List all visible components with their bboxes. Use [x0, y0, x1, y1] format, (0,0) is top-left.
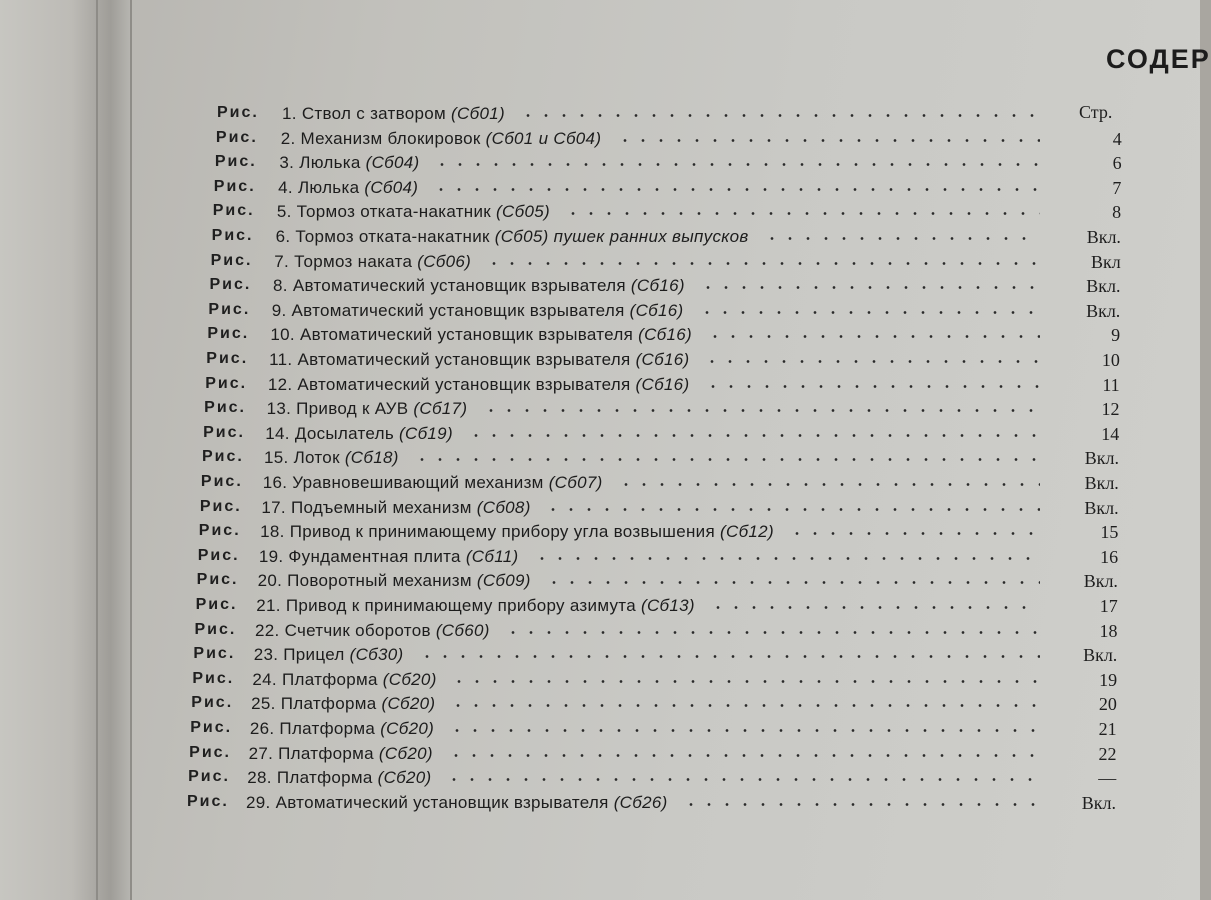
figure-entry-text [270, 325, 692, 345]
figure-number: 26. [249, 719, 275, 738]
page-number: 4 [1112, 128, 1122, 149]
figure-prefix: Рис. [191, 694, 234, 712]
dot-leader [698, 311, 1040, 314]
assembly-code: (Сб16) [629, 300, 684, 320]
figure-entry-text [256, 596, 695, 616]
figure-number: 27. [248, 743, 274, 763]
page-number: 16 [1100, 546, 1119, 567]
assembly-code: (Сб16) [638, 325, 692, 345]
assembly-code: (Сб16) [635, 374, 690, 394]
dot-leader [564, 212, 1040, 215]
figure-number: 10. [270, 325, 295, 345]
figure-prefix: Рис. [202, 448, 244, 466]
figure-prefix: Рис. [215, 128, 258, 146]
toc-entry [0, 744, 1200, 768]
figure-title: Платформа [276, 768, 373, 788]
assembly-code: (Сб17) [413, 399, 468, 419]
figure-entry-text [264, 448, 399, 468]
page-number: Вкл. [1084, 473, 1119, 493]
dot-leader [519, 114, 1040, 117]
figure-prefix: Рис. [187, 792, 229, 810]
assembly-code: (Сб07) [548, 473, 603, 492]
toc-entry [0, 129, 1200, 153]
dot-leader [467, 434, 1040, 437]
figure-prefix: Рис. [200, 473, 243, 490]
figure-title: Платформа [280, 694, 377, 714]
assembly-code: (Сб20) [382, 669, 437, 689]
dot-leader [485, 262, 1040, 265]
assembly-code: (Сб09) [476, 571, 531, 591]
figure-number: 2. [280, 128, 296, 148]
toc-entry [0, 104, 1200, 128]
figure-number: 11. [269, 350, 293, 369]
figure-prefix: Рис. [194, 620, 237, 638]
dot-leader [703, 360, 1040, 363]
toc-entry [0, 645, 1200, 669]
figure-number: 1. [282, 104, 297, 123]
toc-entry [0, 473, 1200, 497]
figure-prefix: Рис. [206, 350, 249, 367]
dot-leader [418, 655, 1040, 658]
assembly-code: (Сб16) [630, 276, 685, 296]
assembly-code: (Сб08) [476, 497, 531, 517]
figure-prefix: Рис. [209, 276, 252, 294]
figure-title: Механизм блокировок [300, 128, 481, 148]
figure-prefix: Рис. [211, 227, 254, 244]
figure-number: 8. [273, 276, 288, 296]
figure-entry-text [263, 473, 603, 493]
dot-leader [450, 680, 1040, 683]
toc-entry [0, 793, 1200, 817]
page-number: Вкл [1090, 251, 1121, 272]
figure-prefix: Рис. [189, 743, 231, 761]
assembly-code: (Сб05) [496, 202, 550, 222]
figure-entry-text [260, 522, 774, 542]
dot-leader [445, 778, 1040, 781]
figure-number: 25. [251, 694, 276, 714]
toc-entry [0, 178, 1200, 202]
figure-prefix: Рис. [210, 251, 253, 269]
figure-title: Привод к принимающему прибору угла возвышения [289, 522, 715, 542]
dot-leader [448, 729, 1040, 732]
figure-entry-text [252, 670, 436, 690]
figure-prefix: Рис. [199, 497, 242, 515]
toc-entry [0, 571, 1200, 595]
dot-leader [545, 581, 1040, 584]
figure-prefix: Рис. [212, 202, 255, 220]
assembly-code: (Сб19) [399, 423, 453, 443]
figure-title: Лоток [293, 448, 340, 468]
figure-title: Автоматический установщик взрывателя [297, 350, 631, 369]
figure-prefix: Рис. [214, 153, 257, 171]
toc-entry [0, 350, 1200, 374]
figure-number: 24. [252, 669, 277, 689]
figure-entry-text [265, 424, 453, 444]
figure-prefix: Рис. [205, 374, 248, 392]
page-number: 6 [1112, 153, 1122, 174]
assembly-code: (Сб06) [417, 251, 472, 271]
figure-prefix: Рис. [196, 571, 239, 589]
assembly-code: (Сб05) пушек ранних выпусков [494, 227, 749, 246]
dot-leader [544, 508, 1040, 511]
figure-entry-text [251, 694, 435, 714]
figure-title: Платформа [282, 669, 378, 689]
figure-number: 14. [265, 423, 290, 443]
figure-entry-text [279, 153, 419, 173]
figure-entry-text [259, 547, 519, 567]
page-number: 10 [1101, 350, 1120, 370]
figure-title: Автоматический установщик взрывателя [291, 300, 625, 320]
assembly-code: (Сб26) [613, 792, 668, 812]
figure-title: Люлька [299, 153, 361, 173]
toc-entry [0, 670, 1200, 694]
toc-entry [0, 375, 1200, 399]
toc-entry [0, 325, 1200, 349]
assembly-code: (Сб20) [381, 694, 436, 714]
page-number: Вкл. [1084, 497, 1119, 518]
figure-prefix: Рис. [195, 596, 238, 613]
figure-prefix: Рис. [188, 768, 230, 786]
figure-prefix: Рис. [204, 399, 246, 417]
toc-entry [0, 153, 1200, 177]
dot-leader [433, 163, 1040, 166]
dot-leader [447, 754, 1040, 757]
figure-prefix: Рис. [203, 423, 245, 441]
figure-entry-text [247, 768, 431, 788]
figure-entry-text [254, 645, 404, 665]
figure-number: 15. [264, 448, 289, 468]
assembly-code: (Сб18) [344, 448, 399, 468]
figure-number: 6. [275, 227, 291, 246]
figure-number: 16. [262, 473, 288, 492]
figure-prefix: Рис. [197, 546, 240, 564]
figure-entry-text [274, 252, 471, 272]
page-number: — [1098, 768, 1117, 789]
figure-title: Тормоз отката-накатник [295, 227, 490, 246]
toc-entry [0, 202, 1200, 226]
dot-leader [504, 631, 1040, 634]
dot-leader [617, 483, 1040, 486]
toc-entry [0, 522, 1200, 546]
figure-prefix: Рис. [190, 719, 233, 736]
page-number: 12 [1101, 399, 1120, 420]
figure-number: 17. [261, 497, 286, 517]
dot-leader [449, 704, 1040, 707]
figure-title: Автоматический установщик взрывателя [292, 276, 626, 296]
figure-title: Подъемный механизм [291, 497, 472, 517]
assembly-code: (Сб11) [465, 546, 519, 566]
figure-title: Платформа [278, 743, 374, 763]
toc-entry [0, 621, 1200, 645]
page-number: 15 [1100, 522, 1119, 543]
assembly-code: (Сб20) [377, 768, 432, 788]
figure-prefix: Рис. [207, 325, 250, 343]
figure-entry-text [249, 744, 433, 764]
toc-entry [0, 498, 1200, 522]
figure-entry-text [281, 129, 602, 149]
figure-title: Досылатель [294, 423, 394, 443]
dot-leader [533, 557, 1040, 560]
figure-number: 12. [267, 374, 293, 394]
page-number: Вкл. [1086, 276, 1121, 297]
page-number: 17 [1099, 596, 1118, 616]
dot-leader [704, 385, 1040, 388]
assembly-code: (Сб20) [380, 719, 435, 738]
figure-number: 23. [253, 645, 279, 665]
figure-entry-text [258, 571, 531, 591]
assembly-code: (Сб01 и Сб04) [485, 128, 602, 148]
assembly-code: (Сб12) [720, 522, 774, 542]
figure-title: Прицел [283, 645, 345, 665]
toc-entry [0, 252, 1200, 276]
figure-number: 28. [247, 768, 272, 788]
page-number: 11 [1102, 374, 1120, 395]
figure-title: Автоматический установщик взрывателя [300, 325, 634, 345]
figure-title: Поворотный механизм [287, 571, 472, 591]
dot-leader [482, 409, 1040, 412]
figure-prefix: Рис. [217, 104, 259, 121]
figure-entry-text [278, 178, 418, 198]
figure-prefix: Рис. [213, 177, 256, 195]
toc-entry [0, 424, 1200, 448]
page-number: 21 [1098, 719, 1117, 739]
toc-entry [0, 276, 1200, 300]
page-number: 14 [1101, 423, 1120, 444]
figure-number: 5. [276, 202, 292, 222]
figure-title: Фундаментная плита [288, 546, 461, 566]
page-number: 18 [1099, 620, 1118, 641]
page-number: 8 [1112, 202, 1122, 223]
figure-title: Тормоз отката-накатник [296, 202, 492, 222]
figure-entry-text [268, 375, 690, 395]
dot-leader [413, 458, 1040, 461]
dot-leader [699, 286, 1040, 289]
figure-title: Автоматический установщик взрывателя [275, 792, 609, 812]
figure-entry-text [261, 498, 530, 518]
figure-number: 4. [278, 177, 293, 197]
figure-title: Уравновешивающий механизм [292, 473, 544, 492]
figure-title: Привод к АУВ [296, 399, 409, 419]
assembly-code: (Сб01) [451, 104, 505, 123]
toc-entry [0, 227, 1200, 251]
assembly-code: (Сб20) [378, 743, 433, 763]
page-number: 22 [1098, 743, 1117, 764]
figure-entry-text [255, 621, 490, 641]
assembly-code: (Сб04) [365, 153, 420, 173]
figure-prefix: Рис. [192, 669, 235, 687]
figure-entry-text [277, 202, 550, 222]
page-number: Вкл. [1084, 448, 1119, 469]
assembly-code: (Сб60) [435, 620, 490, 640]
toc-entry [0, 448, 1200, 472]
figure-number: 13. [266, 399, 292, 419]
figure-prefix: Рис. [208, 300, 251, 318]
figure-number: 21. [256, 596, 281, 615]
assembly-code: (Сб30) [349, 645, 404, 665]
toc-entry [0, 694, 1200, 718]
dot-leader [432, 188, 1040, 191]
toc-entry [0, 547, 1200, 571]
page-number: 9 [1111, 325, 1121, 346]
figure-number: 7. [274, 251, 290, 271]
figure-number: 18. [260, 522, 285, 542]
page-number: Вкл. [1081, 792, 1116, 813]
assembly-code: (Сб13) [641, 596, 695, 615]
assembly-code: (Сб04) [364, 177, 419, 197]
figure-title: Счетчик оборотов [284, 620, 431, 640]
toc-entry [0, 301, 1200, 325]
figure-number: 22. [255, 620, 280, 640]
figure-number: 19. [258, 546, 284, 566]
figure-number: 20. [257, 571, 283, 591]
figure-prefix: Рис. [193, 645, 236, 663]
figure-entry-text [246, 793, 668, 813]
toc-entry [0, 596, 1200, 620]
contents-heading: СОДЕР [1106, 44, 1211, 74]
figure-number: 3. [279, 153, 295, 173]
dot-leader [709, 606, 1040, 609]
figure-prefix: Рис. [198, 522, 241, 540]
figure-title: Автоматический установщик взрывателя [297, 374, 631, 394]
dot-leader [788, 532, 1040, 535]
figure-entry-text [250, 719, 434, 739]
dot-leader [682, 803, 1040, 806]
figure-entry-text [273, 276, 685, 296]
dot-leader [763, 237, 1040, 240]
page-number: Вкл. [1086, 300, 1121, 321]
page-number: 20 [1098, 694, 1117, 715]
page-number: Вкл. [1083, 645, 1118, 666]
dot-leader [616, 139, 1040, 142]
figure-entry-text [269, 350, 689, 370]
dot-leader [706, 335, 1040, 338]
page-number: 19 [1099, 669, 1118, 690]
toc-entry [0, 719, 1200, 743]
figure-entry-text [276, 227, 749, 247]
assembly-code: (Сб16) [635, 350, 690, 369]
figure-title: Тормоз наката [294, 251, 413, 271]
page-column-header: Стр. [1079, 102, 1113, 122]
toc-entry [0, 399, 1200, 423]
figure-entry-text [267, 399, 468, 419]
figure-entry-text [282, 104, 505, 124]
figure-entry-text [272, 301, 684, 321]
figure-title: Привод к принимающему прибору азимута [285, 596, 636, 615]
figure-title: Люлька [297, 177, 360, 197]
toc-entry [0, 768, 1200, 792]
page-number: 7 [1112, 177, 1122, 198]
figure-number: 29. [246, 792, 271, 812]
page-number: Вкл. [1086, 227, 1121, 247]
page-number: Вкл. [1083, 571, 1118, 592]
figure-number: 9. [271, 300, 287, 320]
figure-title: Платформа [279, 719, 376, 738]
figure-title: Ствол с затвором [301, 104, 447, 123]
